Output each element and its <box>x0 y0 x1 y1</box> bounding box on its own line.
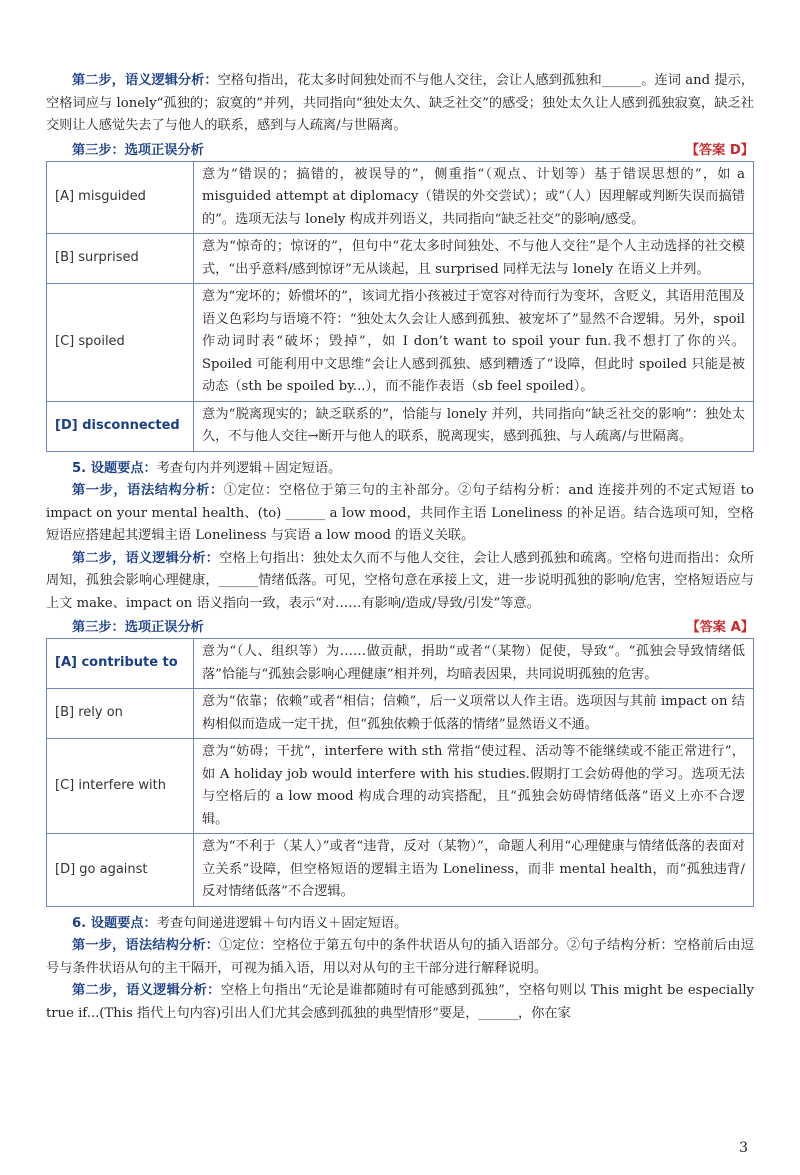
option-label: [C] spoiled <box>47 284 194 402</box>
section-number: 5. 设题要点： <box>72 460 157 476</box>
options-table <box>46 638 754 907</box>
section-heading <box>46 458 754 481</box>
paragraph <box>46 935 754 980</box>
step-label: 第二步，语义逻辑分析： <box>72 550 220 566</box>
step-label: 第一步，语法结构分析： <box>72 483 224 498</box>
answer-badge: 【答案 A】 <box>686 620 754 635</box>
option-explanation: 意为“错误的；搞错的，被误导的”，侧重指“（观点、计划等）基于错误思想的”，如 a misguided attempt at diplomacy（错误的外交尝试）；或“（人）因理解或判断失误而搞错的”。选项无法与 lonely 构成并列语义，共同指向“缺乏社交”的影响/感受。 <box>194 161 754 234</box>
paragraph <box>46 480 754 548</box>
option-explanation: 意为“妨碍；干扰”，interfere with sth 常指“使过程、活动等不能继续或不能正常进行”，如 A holiday job would interfere with his studies.假期打工会妨碍他的学习。选项无法与空格后的 a low mood 构成合理的动宾搭配，且“孤独会妨碍情绪低落”语义上亦不合逻辑。 <box>194 739 754 834</box>
section-title: 考查句内并列逻辑＋固定短语。 <box>156 460 342 476</box>
step-text: ①定位：空格位于第五句中的条件状语从句的插入语部分。②句子结构分析：空格前后由逗号与条件状语从句的主干隔开，可视为插入语，用以对从句的主干部分进行解释说明。 <box>46 938 754 976</box>
option-explanation: 意为“宠坏的；娇惯坏的”，该词尤指小孩被过于宽容对待而行为变坏，含贬义，其语用范围及语义色彩均与语境不符：“独处太久会让人感到孤独、被宠坏了”显然不合逻辑。另外，spoil 作动词时表“破坏；毁掉”，如 I don’t want to spoil your fun.我不想打了你的兴。Spoiled 可能利用中文思维“会让人感到孤独、感到糟透了”设障，但此时 spoiled 只能是被动态（sth be spoiled by...），而不能作表语（sb feel spoiled）。 <box>194 284 754 402</box>
section-title: 考查句间递进逻辑＋句内语义＋固定短语。 <box>156 915 408 931</box>
option-explanation: 意为“脱离现实的；缺乏联系的”，恰能与 lonely 并列，共同指向“缺乏社交的影响”：独处太久，不与他人交往→断开与他人的联系，脱离现实，感到孤独、与人疏离/与世隔离。 <box>194 401 754 451</box>
step-label: 第二步，语义逻辑分析： <box>72 73 218 88</box>
step-title: 第三步：选项正误分析 <box>72 620 204 635</box>
option-label-correct: [D] disconnected <box>47 401 194 451</box>
page-number: 3 <box>739 1140 748 1156</box>
option-label: [A] misguided <box>47 161 194 234</box>
option-label: [B] surprised <box>47 234 194 284</box>
table-row <box>47 401 754 451</box>
option-label: [B] rely on <box>47 689 194 739</box>
paragraph <box>46 548 754 616</box>
step-text: 空格上句指出“无论是谁都随时有可能感到孤独”，空格句则以 This might be especially true if...(This 指代上句内容)引出人们尤其会感到孤独的典型情形“要是，______，你在家 <box>46 983 754 1021</box>
step-text: ①定位：空格位于第三句的主补部分。②句子结构分析：and 连接并列的不定式短语 to impact on your mental health、(to) ______ a low mood，共同作主语 Loneliness 的补足语。结合选项可知，空格短语应搭建起其逻辑主语 Loneliness 与宾语 a low mood 的语义关联。 <box>46 483 755 543</box>
table-row <box>47 161 754 234</box>
step-title: 第三步：选项正误分析 <box>72 142 204 158</box>
table-row <box>47 739 754 834</box>
table-row <box>47 234 754 284</box>
paragraph <box>46 70 754 138</box>
table-row <box>47 689 754 739</box>
table-row <box>47 639 754 689</box>
option-label: [D] go against <box>47 834 194 907</box>
option-label: [C] interfere with <box>47 739 194 834</box>
step-label: 第一步，语法结构分析： <box>72 938 220 953</box>
step-text: 空格句指出，花太多时间独处而不与他人交往，会让人感到孤独和______。连词 and 提示，空格词应与 lonely“孤独的；寂寞的”并列，共同指向“独处太久、缺乏社交”的感受；独处太久让人感到孤独寂寞，缺乏社交则让人感觉失去了与他人的联系，感到与人疏离/与世隔离。 <box>46 73 754 133</box>
section-number: 6. 设题要点： <box>72 915 157 931</box>
option-label-correct: [A] contribute to <box>47 639 194 689</box>
answer-badge: 【答案 D】 <box>685 142 754 158</box>
section-heading <box>46 913 754 936</box>
option-explanation: 意为“依靠；依赖”或者“相信；信赖”，后一义项常以人作主语。选项因与其前 impact on 结构相似而造成一定干扰，但“孤独依赖于低落的情绪”显然语义不通。 <box>194 689 754 739</box>
options-table <box>46 161 754 452</box>
option-explanation: 意为“不利于（某人）”或者“违背，反对（某物）”，命题人利用“心理健康与情绪低落的表面对立关系”设障，但空格短语的逻辑主语为 Loneliness，而非 mental health，而“孤独违背/反对情绪低落”不合逻辑。 <box>194 834 754 907</box>
page-content <box>46 70 754 1025</box>
option-explanation: 意为“惊奇的；惊讶的”，但句中“花太多时间独处、不与他人交往”是个人主动选择的社交模式，“出乎意料/感到惊讶”无从谈起，且 surprised 同样无法与 lonely 在语义上并列。 <box>194 234 754 284</box>
step-text: 空格上句指出：独处太久而不与他人交往，会让人感到孤独和疏离。空格句进而指出：众所周知，孤独会影响心理健康，______情绪低落。可见，空格句意在承接上文，进一步说明孤独的影响/危害，空格短语应与上文 make、impact on 语义指向一致，表示“对……有影响/造成/导致/引发”等意。 <box>46 550 754 611</box>
step-header <box>46 139 754 158</box>
table-row <box>47 284 754 402</box>
option-explanation: 意为“（人、组织等）为……做贡献，捐助”或者“（某物）促使，导致”。“孤独会导致情绪低落”恰能与“孤独会影响心理健康”相并列，均暗表因果，共同说明孤独的危害。 <box>194 639 754 689</box>
table-row <box>47 834 754 907</box>
paragraph <box>46 980 754 1025</box>
step-header <box>46 616 754 635</box>
step-label: 第二步，语义逻辑分析： <box>72 983 221 998</box>
